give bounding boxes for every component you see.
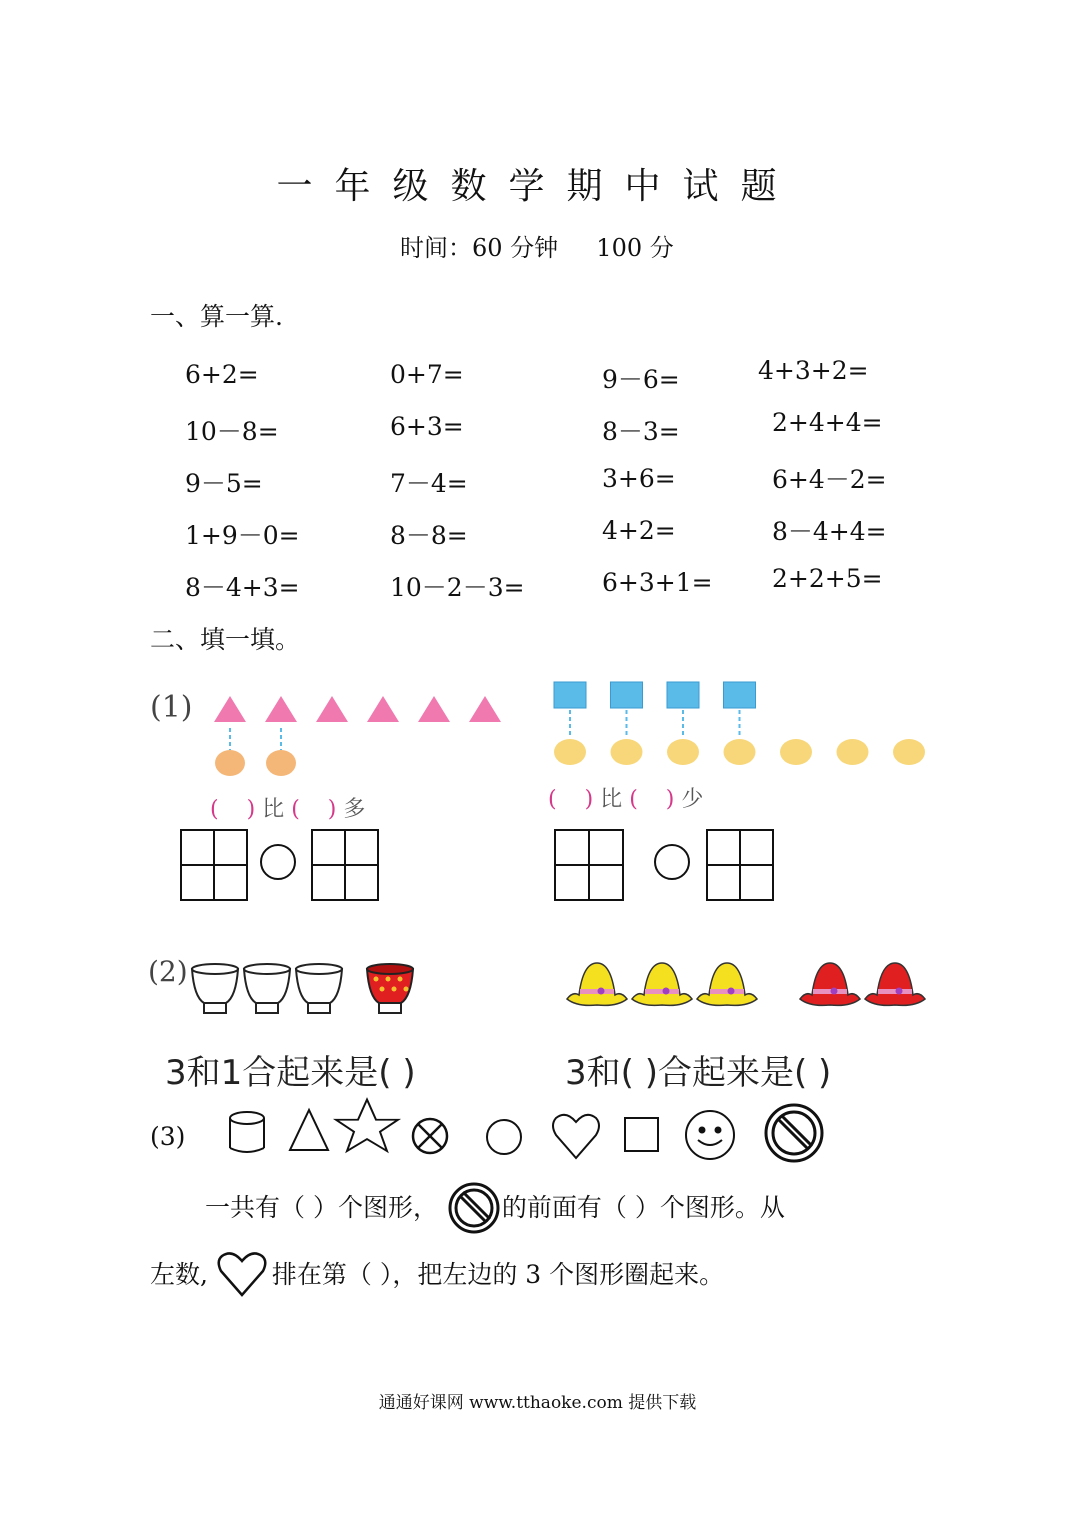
- problem-r3-c2: 7－4=: [390, 469, 468, 498]
- hats: [567, 963, 925, 1005]
- problem-r2-c2: 6+3=: [390, 412, 464, 441]
- compare-circle-right: [655, 845, 689, 879]
- yellow-circle-5: [780, 739, 812, 765]
- white-bowl-1: [192, 964, 238, 1013]
- compare-circle-left: [261, 845, 295, 879]
- problem-r1-c1: 6+2=: [185, 360, 259, 389]
- smiley-icon: [686, 1111, 734, 1159]
- problem-r2-c4: 2+4+4=: [772, 408, 883, 437]
- triangle-3: [316, 696, 348, 722]
- q1-right-label: ( ) 比 ( ) 少: [548, 787, 704, 812]
- red-bowl-1: [367, 964, 413, 1013]
- cylinder-icon: [230, 1112, 264, 1152]
- answer-box-right-2: [707, 830, 773, 900]
- triangle-2: [265, 696, 297, 722]
- red-hat-2: [865, 963, 925, 1005]
- yellow-circles: [554, 739, 925, 765]
- q2-number: (2): [148, 955, 188, 988]
- yellow-circle-3: [667, 739, 699, 765]
- yellow-circle-6: [837, 739, 869, 765]
- star-icon: [336, 1100, 398, 1152]
- problem-r4-c4: 8－4+4=: [772, 517, 887, 546]
- triangle-icon: [290, 1110, 328, 1150]
- white-bowl-2: [244, 964, 290, 1013]
- square-2: [611, 682, 643, 708]
- problem-r5-c3: 6+3+1=: [602, 568, 713, 597]
- problem-r1-c2: 0+7=: [390, 360, 464, 389]
- page-title: 一年级数学期中试题: [276, 166, 799, 207]
- problem-r4-c1: 1+9－0=: [185, 521, 300, 550]
- footer-credit: 通通好课网 www.tthaoke.com 提供下载: [378, 1393, 697, 1413]
- bowls: [192, 964, 413, 1013]
- white-bowl-3: [296, 964, 342, 1013]
- square-1: [554, 682, 586, 708]
- orange-circles: [215, 728, 296, 776]
- heart-icon-inline: [216, 1251, 268, 1299]
- triangle-1: [214, 696, 246, 722]
- circle-icon: [487, 1120, 521, 1154]
- answer-box-right-1: [555, 830, 623, 900]
- pink-triangles: [214, 696, 501, 722]
- yellow-circle-4: [724, 739, 756, 765]
- problem-r1-c3: 9－6=: [602, 365, 680, 394]
- square-3: [667, 682, 699, 708]
- triangle-5: [418, 696, 450, 722]
- problem-r5-c2: 10－2－3=: [390, 573, 525, 602]
- q1-number: (1): [150, 690, 193, 725]
- section1-heading: 一、算一算.: [150, 302, 283, 331]
- prohibition-icon: [766, 1105, 822, 1161]
- yellow-hat-3: [697, 963, 757, 1005]
- yellow-circle-1: [554, 739, 586, 765]
- problem-r2-c3: 8－3=: [602, 417, 680, 446]
- section2-heading: 二、填一填。: [150, 625, 301, 654]
- blue-squares: [554, 682, 756, 738]
- yellow-circle-7: [893, 739, 925, 765]
- triangle-6: [469, 696, 501, 722]
- problem-r3-c1: 9－5=: [185, 469, 263, 498]
- q2-left-sentence: 3和1合起来是( ): [165, 1053, 416, 1093]
- q2-figure: [190, 955, 950, 1025]
- yellow-circle-2: [611, 739, 643, 765]
- q3-line1: 一共有（ ）个图形， 的前面有（ ）个图形。从: [205, 1188, 785, 1224]
- answer-box-left-1: [181, 830, 247, 900]
- problem-r5-c1: 8－4+3=: [185, 573, 300, 602]
- orange-circle-1: [215, 750, 245, 776]
- triangle-4: [367, 696, 399, 722]
- square-4: [724, 682, 756, 708]
- yellow-hat-1: [567, 963, 627, 1005]
- q3-number: (3): [150, 1122, 186, 1151]
- problem-r5-c4: 2+2+5=: [772, 564, 883, 593]
- problem-r3-c3: 3+6=: [602, 464, 676, 493]
- problem-r2-c1: 10－8=: [185, 417, 279, 446]
- q2-right-sentence: 3和( )合起来是( ): [565, 1053, 832, 1093]
- circle-cross-icon: [413, 1119, 447, 1153]
- exam-subtitle: 时间：60 分钟 100 分: [400, 234, 674, 262]
- red-hat-1: [800, 963, 860, 1005]
- problem-r1-c4: 4+3+2=: [758, 356, 869, 385]
- q3-shapes: [220, 1100, 840, 1170]
- heart-icon: [553, 1115, 599, 1158]
- problem-r4-c2: 8－8=: [390, 521, 468, 550]
- square-icon: [625, 1118, 658, 1151]
- yellow-hat-2: [632, 963, 692, 1005]
- q1-left-label: ( ) 比 ( ) 多: [210, 797, 366, 822]
- q3-line2: 左数, 排在第（ ），把左边的 3 个图形圈起来。: [150, 1255, 724, 1291]
- prohibition-icon-inline: [446, 1183, 502, 1233]
- problem-r3-c4: 6+4－2=: [772, 465, 887, 494]
- problem-r4-c3: 4+2=: [602, 516, 676, 545]
- orange-circle-2: [266, 750, 296, 776]
- answer-box-left-2: [312, 830, 378, 900]
